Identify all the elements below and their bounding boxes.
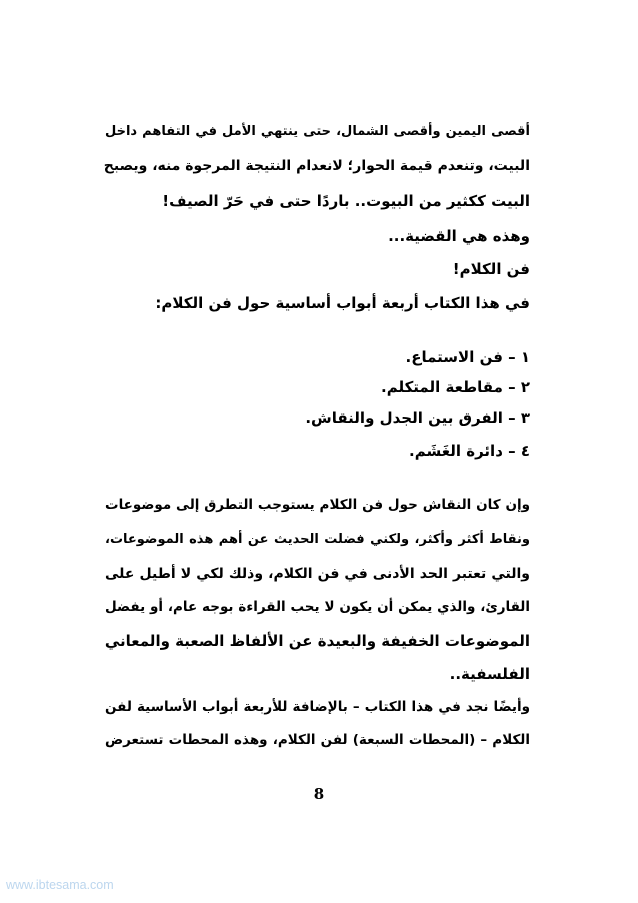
text-line: وأيضًا نجد في هذا الكتاب – بالإضافة للأربعة أبواب الأساسية لفن bbox=[105, 699, 530, 715]
text-line: البيت ككثير من البيوت.. باردًا حتى في حَرّ الصيف! bbox=[162, 192, 530, 210]
text-line: البيت، وتنعدم قيمة الحوار؛ لانعدام النتيجة المرجوة منه، ويصبح bbox=[103, 158, 530, 174]
text-line: ونقاط أكثر وأكثر، ولكني فضلت الحديث عن أهم هذه الموضوعات، bbox=[105, 532, 530, 547]
list-item: ٢ – مقاطعة المتكلم. bbox=[381, 378, 530, 396]
text-line: وإن كان النقاش حول فن الكلام يستوجب التطرق إلى موضوعات bbox=[105, 497, 530, 513]
text-line: القارئ، والذي يمكن أن يكون لا يحب القراءة بوجه عام، أو يفضل bbox=[105, 599, 530, 615]
list-item: ١ – فن الاستماع. bbox=[405, 348, 530, 366]
text-line: الفلسفية.. bbox=[449, 665, 530, 683]
text-line: الموضوعات الخفيفة والبعيدة عن الألفاظ الصعبة والمعاني bbox=[104, 632, 530, 650]
watermark-text: www.ibtesama.com bbox=[6, 878, 114, 892]
text-line: أقصى اليمين وأقصى الشمال، حتى ينتهي الأمل في التفاهم داخل bbox=[105, 124, 530, 139]
list-item: ٤ – دائرة الغَشَم. bbox=[409, 442, 530, 460]
list-item: ٣ – الفرق بين الجدل والنقاش. bbox=[305, 409, 530, 427]
text-line: الكلام – (المحطات السبعة) لفن الكلام، وهذه المحطات تستعرض bbox=[105, 732, 530, 748]
page-number: 8 bbox=[313, 785, 325, 803]
text-line: في هذا الكتاب أربعة أبواب أساسية حول فن الكلام: bbox=[155, 294, 530, 312]
text-line: وهذه هي القضية... bbox=[388, 227, 530, 245]
text-line: فن الكلام! bbox=[452, 260, 530, 278]
text-line: والتي تعتبر الحد الأدنى في فن الكلام، وذلك لكي لا أطيل على bbox=[105, 566, 530, 582]
